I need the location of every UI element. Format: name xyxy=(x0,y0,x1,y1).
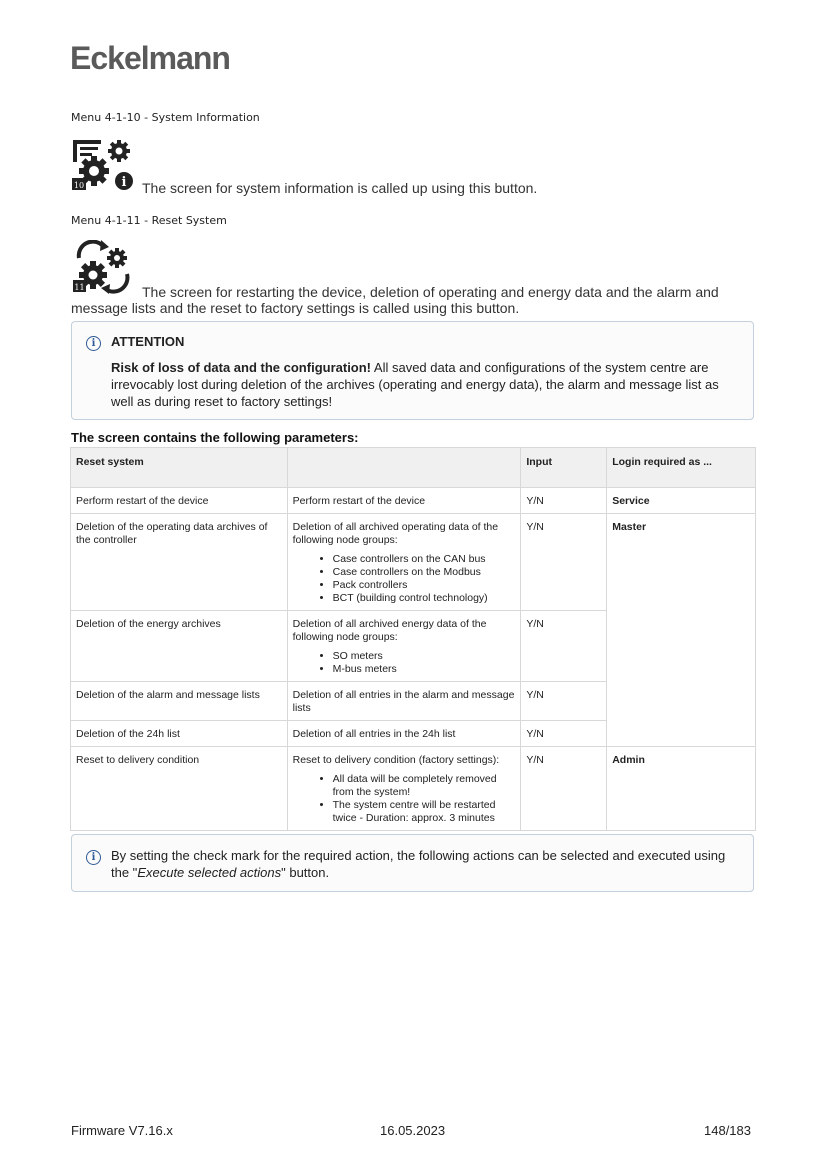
parameters-table xyxy=(70,447,756,831)
header-input: Input xyxy=(521,448,607,488)
row-name: Deletion of the operating data archives of the controller xyxy=(71,514,288,611)
note-body xyxy=(111,847,741,881)
attention-text: All saved data and configurations of the system centre are irrevocably lost during deletion of the archives (operating and energy data), the alarm and message list as well as during reset to factory settings! xyxy=(111,360,719,409)
system-information-text: The screen for system information is called up using this button. xyxy=(142,180,538,196)
svg-text:10: 10 xyxy=(73,181,85,190)
note-text-after: " button. xyxy=(281,865,330,880)
footer-firmware: Firmware V7.16.x xyxy=(71,1123,173,1138)
reset-system-button[interactable] xyxy=(73,240,133,294)
row-login: Admin xyxy=(607,747,756,831)
header-login: Login required as ... xyxy=(607,448,756,488)
reset-system-icon xyxy=(73,240,133,294)
table-row xyxy=(71,488,756,514)
menu-4-1-10-caption: Menu 4-1-10 - System Information xyxy=(71,111,260,124)
system-information-icon xyxy=(71,138,135,192)
header-reset-system: Reset system xyxy=(71,448,288,488)
bullet-list xyxy=(293,650,516,676)
attention-title: ATTENTION xyxy=(111,334,185,349)
svg-text:i: i xyxy=(121,175,127,190)
list-item: • Case controllers on the Modbus xyxy=(333,566,516,579)
eckelmann-logo: Eckelmann xyxy=(70,40,230,76)
attention-callout xyxy=(71,321,754,420)
note-text-before: By setting the check mark for the required action, the following actions can be selected and executed using the " xyxy=(111,848,726,880)
system-information-button[interactable] xyxy=(71,138,135,192)
row-name: Perform restart of the device xyxy=(71,488,288,514)
row-desc: Deletion of all archived operating data of the following node groups: xyxy=(292,521,499,546)
list-item: • SO meters xyxy=(333,650,516,663)
row-name: Reset to delivery condition xyxy=(71,747,288,831)
row-input: Y/N xyxy=(521,682,607,721)
attention-lead: Risk of loss of data and the configuration! xyxy=(111,360,372,375)
row-desc-cell xyxy=(287,611,521,682)
table-row xyxy=(71,747,756,831)
list-item: • Pack controllers xyxy=(333,579,516,592)
list-item: • All data will be completely removed from the system! xyxy=(333,773,516,799)
list-item: • BCT (building control technology) xyxy=(333,592,516,605)
row-name: Deletion of the 24h list xyxy=(71,721,288,747)
note-callout xyxy=(71,834,754,892)
table-header-row xyxy=(71,448,756,488)
note-text-italic: Execute selected actions xyxy=(137,865,282,880)
info-icon: i xyxy=(86,850,101,865)
list-item: • Case controllers on the CAN bus xyxy=(333,553,516,566)
parameters-title: The screen contains the following parameters: xyxy=(71,430,359,445)
reset-system-text-line2: message lists and the reset to factory settings is called using this button. xyxy=(71,300,520,316)
row-login: Service xyxy=(607,488,756,514)
row-name: Deletion of the alarm and message lists xyxy=(71,682,288,721)
svg-text:11: 11 xyxy=(74,283,85,292)
row-input: Y/N xyxy=(521,514,607,611)
row-input: Y/N xyxy=(521,747,607,831)
list-item: • The system centre will be restarted twice - Duration: approx. 3 minutes xyxy=(333,799,516,825)
row-desc: Deletion of all archived energy data of the following node groups: xyxy=(292,618,487,643)
footer-page-number: 148/183 xyxy=(704,1123,751,1138)
bullet-list xyxy=(293,773,516,825)
row-name: Deletion of the energy archives xyxy=(71,611,288,682)
bullet-list xyxy=(293,553,516,605)
menu-4-1-11-caption: Menu 4-1-11 - Reset System xyxy=(71,214,227,227)
row-desc: Deletion of all entries in the alarm and message lists xyxy=(287,682,521,721)
reset-system-text-line1: The screen for restarting the device, deletion of operating and energy data and the alarm and xyxy=(142,284,719,300)
info-icon: i xyxy=(86,336,101,351)
row-desc: Deletion of all entries in the 24h list xyxy=(287,721,521,747)
attention-body xyxy=(111,359,741,410)
header-description xyxy=(287,448,521,488)
footer-date: 16.05.2023 xyxy=(380,1123,446,1138)
row-login: Master xyxy=(607,514,756,747)
row-desc: Reset to delivery condition (factory settings): xyxy=(292,754,500,766)
row-input: Y/N xyxy=(521,488,607,514)
row-input: Y/N xyxy=(521,611,607,682)
row-desc-cell xyxy=(287,514,521,611)
list-item: • M-bus meters xyxy=(333,663,516,676)
row-desc-cell xyxy=(287,747,521,831)
row-input: Y/N xyxy=(521,721,607,747)
row-desc: Perform restart of the device xyxy=(287,488,521,514)
table-row xyxy=(71,514,756,611)
